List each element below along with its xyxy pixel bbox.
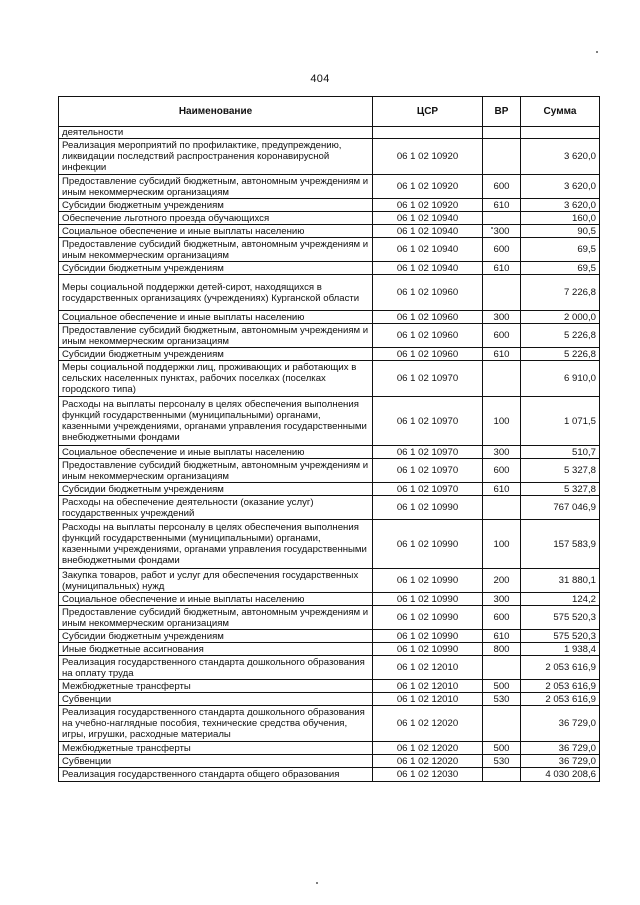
cell-vr: 500	[483, 742, 521, 755]
cell-sum: 69,5	[521, 262, 600, 275]
cell-sum: 2 053 616,9	[521, 693, 600, 706]
table-row	[59, 742, 600, 755]
cell-csr: 06 1 02 12020	[373, 755, 483, 768]
cell-name: Социальное обеспечение и иные выплаты населению	[59, 593, 373, 606]
cell-csr: 06 1 02 10990	[373, 643, 483, 656]
cell-csr: 06 1 02 10990	[373, 606, 483, 630]
cell-csr: 06 1 02 10920	[373, 139, 483, 175]
table-row	[59, 361, 600, 397]
cell-vr: 600	[483, 459, 521, 483]
cell-name: Субсидии бюджетным учреждениям	[59, 199, 373, 212]
cell-sum: 3 620,0	[521, 175, 600, 199]
cell-sum: 1 938,4	[521, 643, 600, 656]
cell-vr: 600	[483, 175, 521, 199]
cell-name: Предоставление субсидий бюджетным, автономным учреждениям и иным некоммерческим организациям	[59, 175, 373, 199]
cell-vr	[483, 361, 521, 397]
cell-vr	[483, 706, 521, 742]
cell-sum: 5 327,8	[521, 483, 600, 496]
cell-csr: 06 1 02 10940	[373, 238, 483, 262]
cell-vr	[483, 496, 521, 520]
table-row	[59, 643, 600, 656]
cell-csr: 06 1 02 10970	[373, 459, 483, 483]
cell-csr: 06 1 02 12010	[373, 656, 483, 680]
cell-name: Закупка товаров, работ и услуг для обеспечения государственных (муниципальных) нужд	[59, 569, 373, 593]
cell-csr: 06 1 02 10990	[373, 593, 483, 606]
cell-name: Межбюджетные трансферты	[59, 742, 373, 755]
cell-csr: 06 1 02 10970	[373, 397, 483, 446]
cell-csr: 06 1 02 10990	[373, 630, 483, 643]
cell-vr: 300	[483, 311, 521, 324]
cell-csr: 06 1 02 10990	[373, 496, 483, 520]
cell-name: Расходы на обеспечение деятельности (оказание услуг) государственных учреждений	[59, 496, 373, 520]
cell-csr: 06 1 02 10940	[373, 262, 483, 275]
table-row	[59, 520, 600, 569]
cell-csr	[373, 127, 483, 139]
cell-name: Реализация мероприятий по профилактике, предупреждению, ликвидации последствий распространения коронавирусной инфекции	[59, 139, 373, 175]
cell-sum: 2 053 616,9	[521, 656, 600, 680]
cell-name: Меры социальной поддержки детей-сирот, находящихся в государственных организациях (учреждениях) Курганской области	[59, 275, 373, 311]
cell-csr: 06 1 02 10960	[373, 275, 483, 311]
table-row	[59, 225, 600, 238]
cell-sum	[521, 127, 600, 139]
cell-name: Обеспечение льготного проезда обучающихся	[59, 212, 373, 225]
table-row	[59, 397, 600, 446]
table-row	[59, 768, 600, 782]
cell-vr: 200	[483, 569, 521, 593]
cell-vr: 300	[483, 225, 521, 238]
cell-sum: 575 520,3	[521, 630, 600, 643]
table-row	[59, 139, 600, 175]
cell-name: Реализация государственного стандарта дошкольного образования на учебно-наглядные пособия, технические средства обучения, игры, игрушки, расходные материалы	[59, 706, 373, 742]
cell-name: Иные бюджетные ассигнования	[59, 643, 373, 656]
table-row	[59, 693, 600, 706]
table-row	[59, 238, 600, 262]
cell-vr: 610	[483, 483, 521, 496]
cell-csr: 06 1 02 10920	[373, 175, 483, 199]
table-row	[59, 175, 600, 199]
cell-csr: 06 1 02 12010	[373, 693, 483, 706]
cell-name: Реализация государственного стандарта дошкольного образования на оплату труда	[59, 656, 373, 680]
cell-sum: 124,2	[521, 593, 600, 606]
cell-name: Социальное обеспечение и иные выплаты населению	[59, 311, 373, 324]
cell-name: Межбюджетные трансферты	[59, 680, 373, 693]
scan-speck	[491, 227, 493, 229]
cell-name: Расходы на выплаты персоналу в целях обеспечения выполнения функций государственными (муниципальными) органами, казенными учреждениями, органами управления государственными внебюджетными фондами	[59, 397, 373, 446]
cell-name: Меры социальной поддержки лиц, проживающих и работающих в сельских населенных пунктах, рабочих поселках (поселках городского типа)	[59, 361, 373, 397]
cell-sum: 767 046,9	[521, 496, 600, 520]
cell-vr	[483, 656, 521, 680]
cell-csr: 06 1 02 12020	[373, 706, 483, 742]
table-row	[59, 212, 600, 225]
table-row	[59, 127, 600, 139]
scan-speck	[316, 882, 318, 884]
cell-name: Субсидии бюджетным учреждениям	[59, 348, 373, 361]
cell-csr: 06 1 02 12030	[373, 768, 483, 782]
table-row	[59, 446, 600, 459]
table-row	[59, 755, 600, 768]
cell-sum: 2 053 616,9	[521, 680, 600, 693]
cell-csr: 06 1 02 10940	[373, 212, 483, 225]
table-row	[59, 262, 600, 275]
cell-name: Предоставление субсидий бюджетным, автономным учреждениям и иным некоммерческим организациям	[59, 324, 373, 348]
cell-vr: 610	[483, 262, 521, 275]
header-row	[59, 97, 600, 127]
cell-name: Субвенции	[59, 693, 373, 706]
header-vr: ВР	[483, 97, 521, 127]
cell-csr: 06 1 02 10970	[373, 361, 483, 397]
cell-sum: 90,5	[521, 225, 600, 238]
cell-sum: 160,0	[521, 212, 600, 225]
cell-csr: 06 1 02 12020	[373, 742, 483, 755]
header-name: Наименование	[59, 97, 373, 127]
cell-sum: 3 620,0	[521, 139, 600, 175]
table-row	[59, 496, 600, 520]
table-row	[59, 311, 600, 324]
cell-csr: 06 1 02 10990	[373, 569, 483, 593]
cell-sum: 157 583,9	[521, 520, 600, 569]
table-body	[59, 127, 600, 782]
cell-vr: 530	[483, 755, 521, 768]
cell-sum: 6 910,0	[521, 361, 600, 397]
cell-name: Субсидии бюджетным учреждениям	[59, 483, 373, 496]
cell-vr: 100	[483, 520, 521, 569]
header-csr: ЦСР	[373, 97, 483, 127]
table-row	[59, 606, 600, 630]
cell-sum: 7 226,8	[521, 275, 600, 311]
table-row	[59, 348, 600, 361]
cell-csr: 06 1 02 10960	[373, 324, 483, 348]
cell-sum: 5 327,8	[521, 459, 600, 483]
budget-table	[58, 96, 600, 782]
cell-csr: 06 1 02 10990	[373, 520, 483, 569]
cell-name: Субсидии бюджетным учреждениям	[59, 262, 373, 275]
table-row	[59, 324, 600, 348]
cell-vr: 800	[483, 643, 521, 656]
cell-name: Субвенции	[59, 755, 373, 768]
cell-csr: 06 1 02 10970	[373, 446, 483, 459]
cell-sum: 3 620,0	[521, 199, 600, 212]
cell-sum: 510,7	[521, 446, 600, 459]
cell-vr: 600	[483, 238, 521, 262]
cell-sum: 5 226,8	[521, 348, 600, 361]
cell-csr: 06 1 02 10970	[373, 483, 483, 496]
cell-sum: 36 729,0	[521, 706, 600, 742]
page-number: 404	[310, 73, 330, 85]
cell-csr: 06 1 02 10940	[373, 225, 483, 238]
table-row	[59, 706, 600, 742]
cell-vr	[483, 127, 521, 139]
cell-vr	[483, 275, 521, 311]
header-sum: Сумма	[521, 97, 600, 127]
cell-vr: 300	[483, 446, 521, 459]
table-row	[59, 680, 600, 693]
cell-name: деятельности	[59, 127, 373, 139]
cell-vr	[483, 212, 521, 225]
cell-name: Социальное обеспечение и иные выплаты населению	[59, 446, 373, 459]
cell-sum: 1 071,5	[521, 397, 600, 446]
cell-vr: 610	[483, 199, 521, 212]
cell-vr: 600	[483, 324, 521, 348]
cell-sum: 69,5	[521, 238, 600, 262]
cell-sum: 31 880,1	[521, 569, 600, 593]
cell-csr: 06 1 02 10960	[373, 311, 483, 324]
table-row	[59, 199, 600, 212]
cell-sum: 36 729,0	[521, 742, 600, 755]
cell-vr: 100	[483, 397, 521, 446]
table-row	[59, 483, 600, 496]
table-row	[59, 656, 600, 680]
cell-name: Субсидии бюджетным учреждениям	[59, 630, 373, 643]
cell-name: Социальное обеспечение и иные выплаты населению	[59, 225, 373, 238]
table-row	[59, 459, 600, 483]
table-row	[59, 630, 600, 643]
cell-csr: 06 1 02 10960	[373, 348, 483, 361]
cell-name: Расходы на выплаты персоналу в целях обеспечения выполнения функций государственными (муниципальными) органами, казенными учреждениями, органами управления государственными внебюджетными фондами	[59, 520, 373, 569]
cell-vr: 500	[483, 680, 521, 693]
cell-vr: 300	[483, 593, 521, 606]
cell-vr: 610	[483, 630, 521, 643]
table-row	[59, 593, 600, 606]
table-row	[59, 569, 600, 593]
cell-sum: 2 000,0	[521, 311, 600, 324]
cell-vr: 600	[483, 606, 521, 630]
scan-speck	[596, 51, 598, 53]
cell-sum: 4 030 208,6	[521, 768, 600, 782]
cell-csr: 06 1 02 10920	[373, 199, 483, 212]
cell-vr: 610	[483, 348, 521, 361]
table-row	[59, 275, 600, 311]
cell-sum: 36 729,0	[521, 755, 600, 768]
cell-vr	[483, 139, 521, 175]
cell-vr	[483, 768, 521, 782]
cell-sum: 5 226,8	[521, 324, 600, 348]
cell-name: Предоставление субсидий бюджетным, автономным учреждениям и иным некоммерческим организациям	[59, 459, 373, 483]
cell-name: Предоставление субсидий бюджетным, автономным учреждениям и иным некоммерческим организациям	[59, 238, 373, 262]
cell-name: Предоставление субсидий бюджетным, автономным учреждениям и иным некоммерческим организациям	[59, 606, 373, 630]
cell-vr: 530	[483, 693, 521, 706]
cell-csr: 06 1 02 12010	[373, 680, 483, 693]
cell-sum: 575 520,3	[521, 606, 600, 630]
cell-name: Реализация государственного стандарта общего образования	[59, 768, 373, 782]
